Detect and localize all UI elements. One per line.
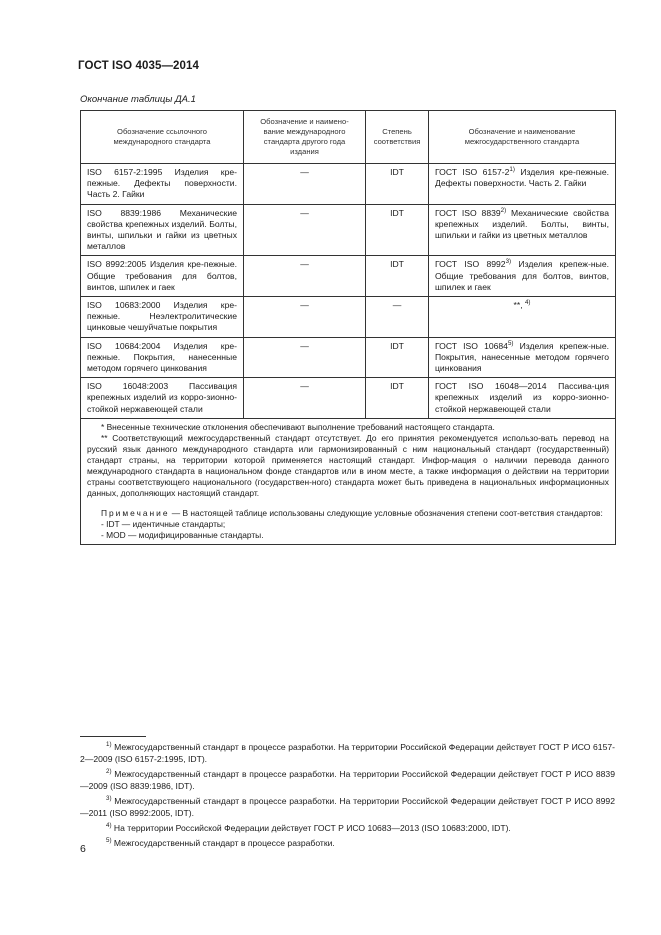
footnote [80,741,615,765]
table-row [81,164,616,205]
cell-intl: ISO 10684:2004 Изделия кре-пежные. Покрытия, нанесенные методом горячего цинкования [81,337,244,378]
footnote-mark: 3) [106,795,112,802]
footnote-text: На территории Российской Федерации действует ГОСТ Р ИСО 10683—2013 (ISO 10683:2000, IDT). [111,823,511,833]
table-row [81,256,616,297]
cell-ref-name: Изделия крепеж-ные. Покрытия, нанесенные методом горячего цинкования [435,340,609,374]
note-mod: - MOD — модифицированные стандарты. [101,529,264,540]
cell-other: — [244,337,366,378]
table-row [81,297,616,338]
footnote [80,768,615,792]
column-header-intl: Обозначение ссылочного международного стандарта [81,111,244,164]
column-header-degree: Степень соответствия [366,111,429,164]
footnote-mark: 5) [106,836,112,844]
footnotes [80,741,615,852]
footnote-text: Межгосударственный стандарт в процессе разработки. На территории Российской Федерации действует ГОСТ Р ИСО 8839—2009 (ISO 8839:1986, IDT). [80,769,615,792]
cell-ref: ГОСТ ISO 10684 [435,340,508,351]
note-paragraph [87,508,609,519]
cell-ref: ГОСТ ISO 8839 [435,207,501,218]
note-text: — В настоящей таблице использованы следующие условные обозначения степени соот-ветствия стандартов: [169,507,603,518]
cell-intl: ISO 8839:1986 Механические свойства крепежных изделий. Болты, винты, шпильки и гайки из цветных металлов [81,204,244,256]
cell-other: — [244,256,366,297]
cell-degree: IDT [366,164,429,205]
table-row [81,378,616,419]
footnote [80,822,615,834]
footnote-divider [80,736,146,737]
cell-ref-name: Механические свойства крепежных изделий. Болты, винты, шпильки и гайки из цветных металлов [435,207,609,241]
cell-other: — [244,297,366,338]
cell-other: — [244,164,366,205]
cell-degree: IDT [366,204,429,256]
cell-ref-name: Изделия кре-пежные. Дефекты поверхности. Часть 2. Гайки [435,167,609,189]
standards-table [80,110,616,545]
footnote-mark: 2) [106,768,112,775]
footnote-text: Межгосударственный стандарт в процессе разработки. [111,837,335,848]
cell-interstate [429,164,616,205]
note-star1: * Внесенные технические отклонения обеспечивают выполнение требований настоящего стандарта. [101,421,495,432]
cell-interstate [429,337,616,378]
cell-other: — [244,204,366,256]
footnote [80,795,615,819]
column-header-other: Обозначение и наимено-вание международного стандарта другого года издания [244,111,366,164]
column-header-interstate: Обозначение и наименование межгосударственного стандарта [429,111,616,164]
page-title: ГОСТ ISO 4035—2014 [78,60,200,72]
table-notes-row [81,418,616,544]
page-number: 6 [80,843,86,855]
footnote-ref: 2) [500,206,507,214]
cell-intl: ISO 6157-2:1995 Изделия кре-пежные. Дефекты поверхности. Часть 2. Гайки [81,164,244,205]
note-star2: ** Соответствующий межгосударственный стандарт отсутствует. До его принятия рекомендуется использо-вать перевод на русский язык данного международного стандарта или гармонизированный с ним национальный стандарт (государственный) стандарт страны, на территории которой применяется настоящий стандарт. Инфор-мация о наличии перевода данного международного стандарта в национальном фонде стандартов или в ином месте, а также информация о действии на территории страны соответствующего национального (государствен-ного) стандарта может быть приведена в национальных информационных данных, дополняющих настоящий стандарт. [87,432,609,498]
footnote-mark: 4) [106,822,112,829]
footnote-text: Межгосударственный стандарт в процессе разработки. На территории Российской Федерации действует ГОСТ Р ИСО 8992—2011 (ISO 8992:2005, IDT). [80,796,615,819]
cell-ref: ГОСТ ISO 8992 [435,259,506,270]
cell-degree: IDT [366,378,429,419]
cell-intl: ISO 8992:2005 Изделия кре-пежные. Общие требования для болтов, винтов, шпилек и гаек [81,256,244,297]
table-header-row [81,111,616,164]
cell-degree: IDT [366,337,429,378]
table-row [81,337,616,378]
cell-ref-name: Изделия крепеж-ные. Общие требования для болтов, винтов, шпилек и гаек [435,259,609,292]
cell-ref: **, [513,300,525,311]
footnote-ref: 5) [507,339,514,347]
footnote [80,837,615,849]
cell-intl: ISO 10683:2000 Изделия кре-пежные. Неэлектролитические цинковые чешуйчатые покрытия [81,297,244,338]
cell-interstate [429,297,616,338]
cell-ref: ГОСТ ISO 16048—2014 Пассива-ция крепежных изделий из корро-зионно-стойкой нержавеющей стали [435,381,609,414]
footnote-ref: 3) [505,258,512,266]
footnote-text: Межгосударственный стандарт в процессе разработки. На территории Российской Федерации действует ГОСТ Р ИСО 6157-2—2009 (ISO 6157-2:1995, IDT). [80,742,615,765]
footnote-ref: 4) [524,299,531,307]
table-caption: Окончание таблицы ДА.1 [80,94,196,105]
note-idt: - IDT — идентичные стандарты; [101,518,226,529]
cell-interstate [429,256,616,297]
cell-intl: ISO 16048:2003 Пассивация крепежных изделий из корро-зионно-стойкой нержавеющей стали [81,378,244,419]
footnote-ref: 1) [509,166,515,173]
table-notes [81,418,616,544]
cell-interstate [429,378,616,419]
cell-ref: ГОСТ ISO 6157-2 [435,167,510,177]
cell-degree: IDT [366,256,429,297]
table-row [81,204,616,256]
cell-other: — [244,378,366,419]
footnote-mark: 1) [106,741,112,748]
note-label: Примечание [101,507,170,518]
cell-degree: — [366,297,429,338]
cell-interstate [429,204,616,256]
